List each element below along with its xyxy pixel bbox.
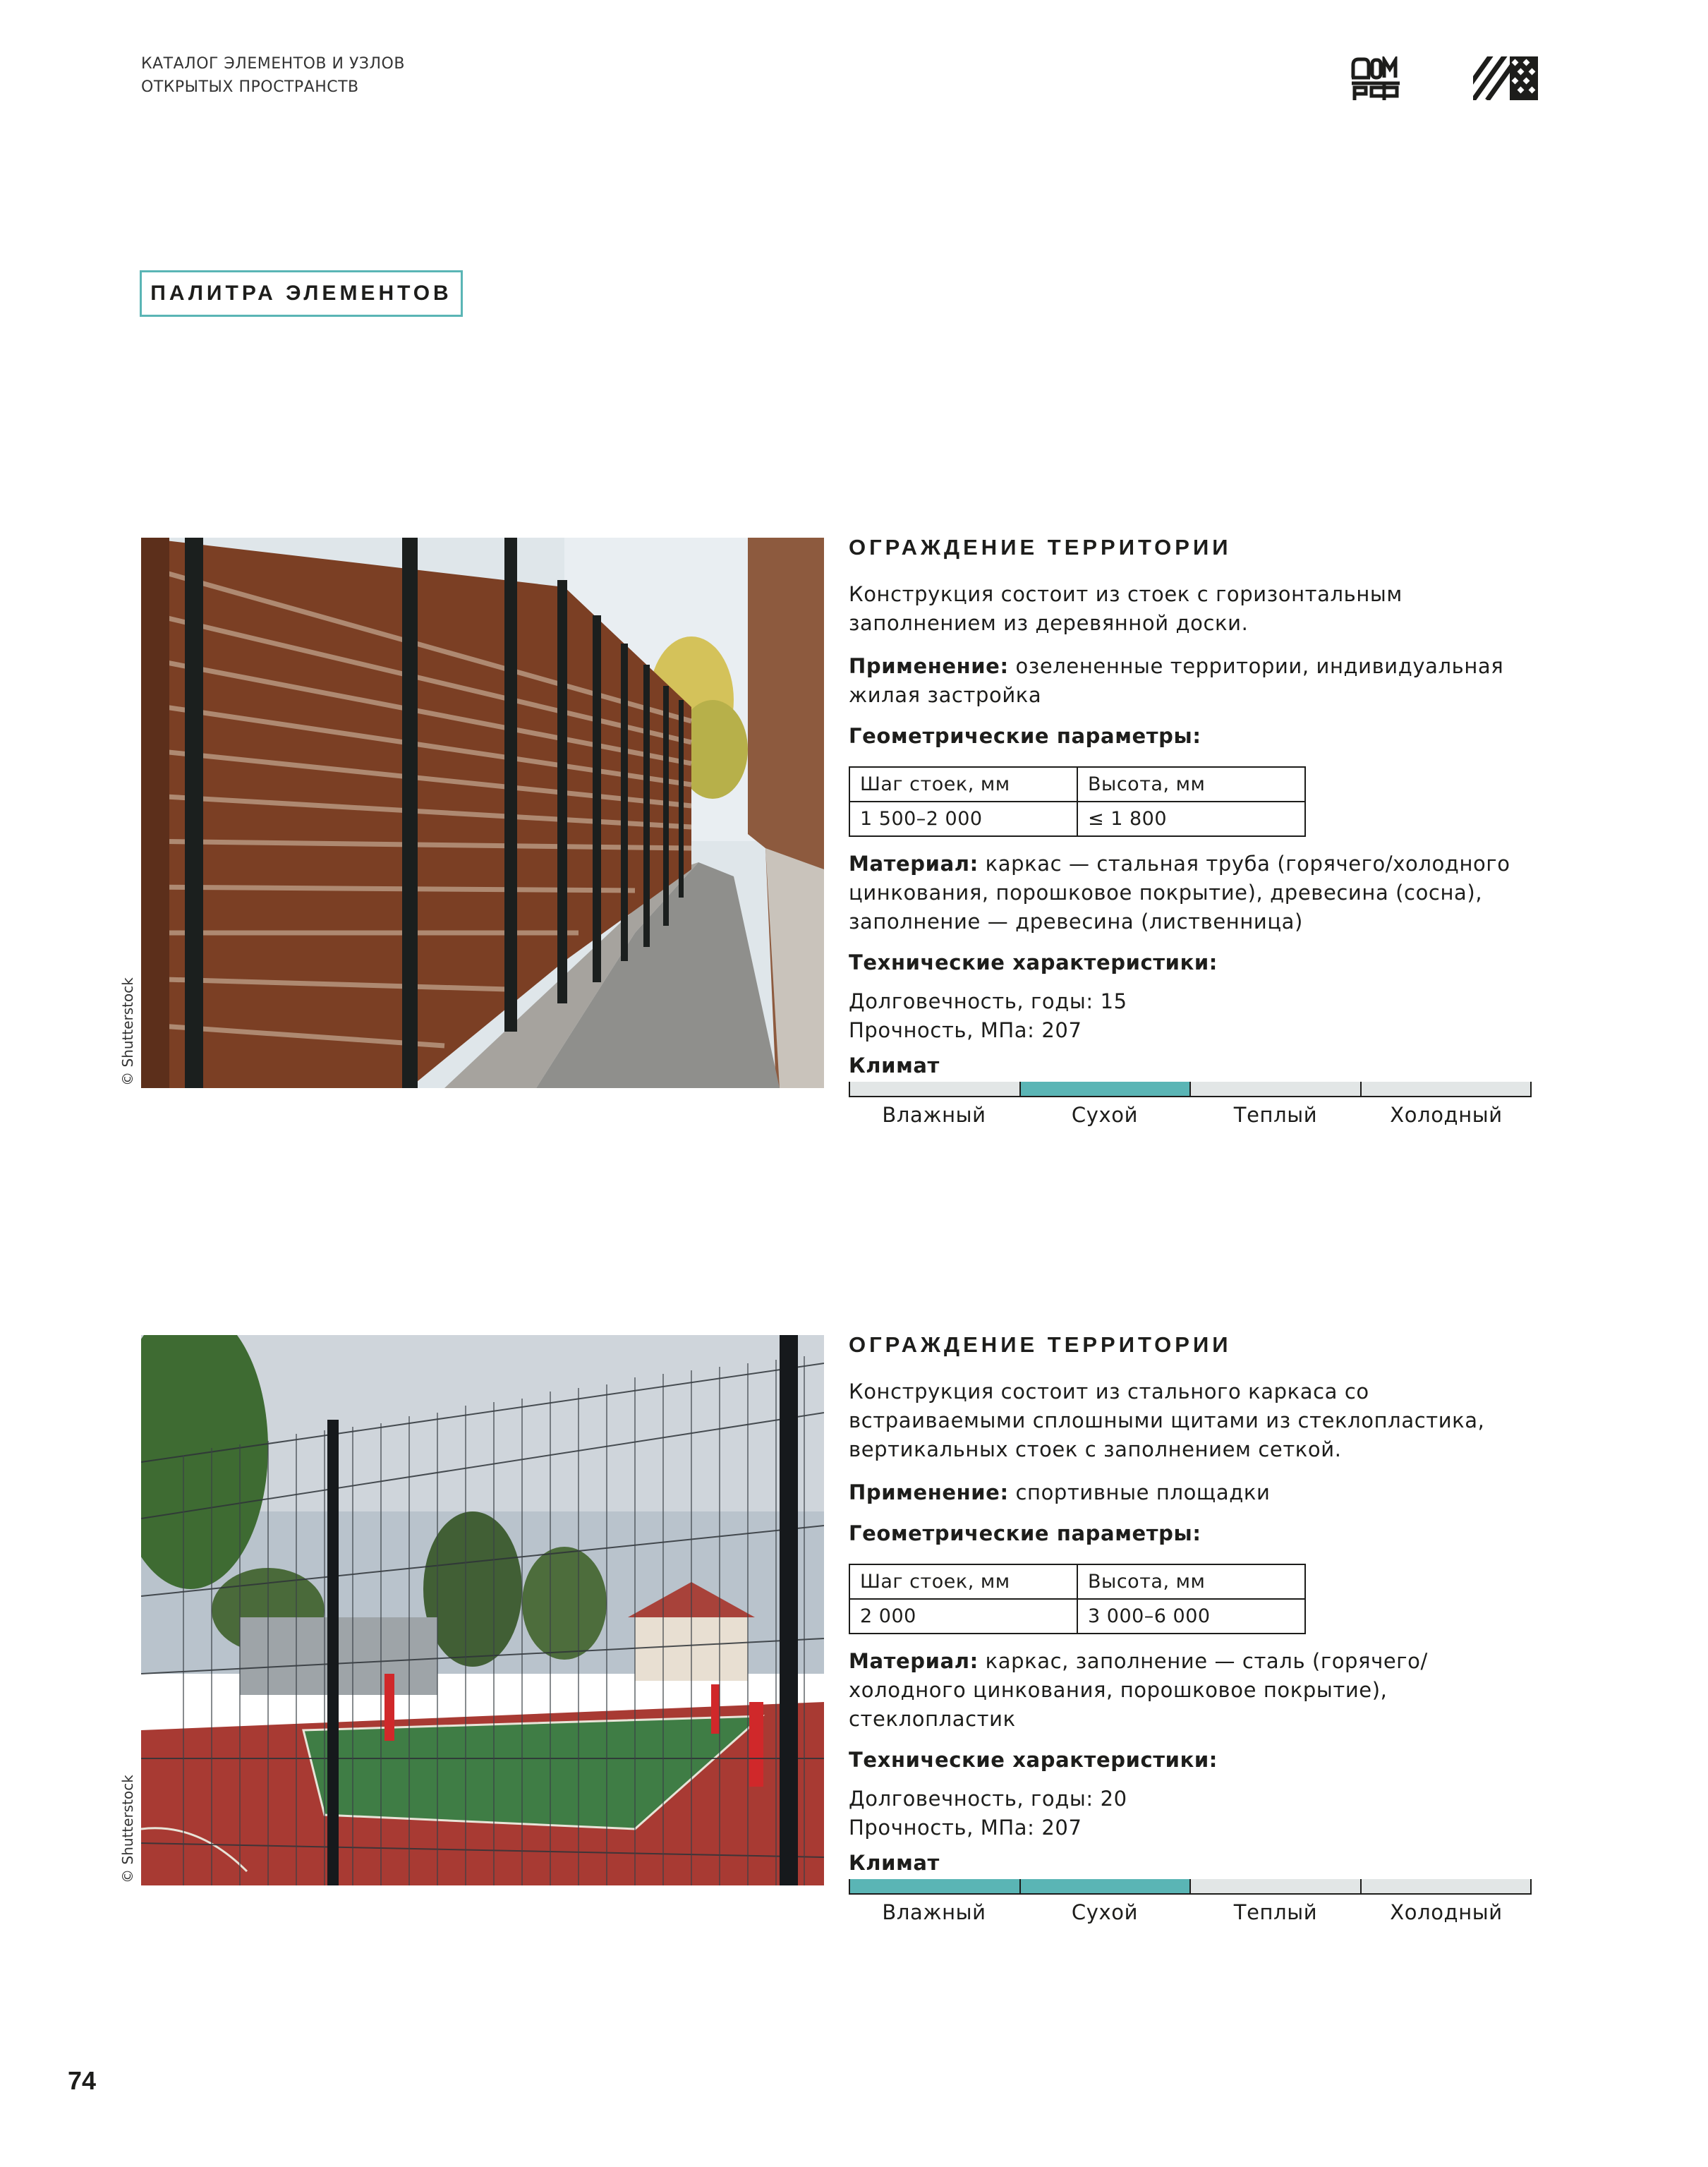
climate-label: Климат <box>849 1054 940 1078</box>
card-description: Конструкция состоит из стального каркаса со встраиваемыми сплошными щитами из стеклопластика, вертикальных стоек с заполнением сеткой. <box>849 1380 1485 1461</box>
climate-label-warm: Теплый <box>1233 1103 1318 1127</box>
tech-label: Технические характеристики: <box>849 950 1218 974</box>
wooden-fence-photo <box>141 538 824 1088</box>
climate-label-humid: Влажный <box>882 1900 986 1924</box>
dom-rf-logo <box>1350 56 1401 102</box>
card-title: ОГРАЖДЕНИЕ ТЕРРИТОРИИ <box>849 535 1232 560</box>
climate-seg-humid <box>850 1879 1021 1893</box>
geometry-table <box>849 766 1306 837</box>
tech-values <box>849 1785 1540 1842</box>
climate-label-dry: Сухой <box>1071 1103 1139 1127</box>
climate-seg-dry <box>1021 1082 1192 1096</box>
photo-credit-1: © Shutterstock <box>119 977 137 1086</box>
climate-label-warm: Теплый <box>1233 1900 1318 1924</box>
geometry-label: Геометрические параметры: <box>849 1521 1201 1545</box>
table-cell: 2 000 <box>849 1599 1077 1634</box>
card-application: Применение: озелененные территории, индивидуальная жилая застройка <box>849 654 1504 707</box>
card-application: Применение: спортивные площадки <box>849 1480 1271 1504</box>
element-card-2 <box>849 1332 1540 1924</box>
photo-credit-2: © Shutterstock <box>119 1775 137 1883</box>
table-cell: 1 500–2 000 <box>849 802 1077 836</box>
climate-bar <box>849 1082 1532 1097</box>
card-material: Материал: каркас — стальная труба (горячего/холодного цинкования, порошковое покрытие), древесина (сосна), заполнение — древесина (лиственница) <box>849 852 1510 934</box>
climate-bar <box>849 1879 1532 1895</box>
table-row <box>849 767 1305 802</box>
table-header-cell: Шаг стоек, мм <box>849 1564 1077 1599</box>
table-row <box>849 1599 1305 1634</box>
element-card-1 <box>849 535 1540 1127</box>
table-header-cell: Высота, мм <box>1077 767 1305 802</box>
table-cell: 3 000–6 000 <box>1077 1599 1305 1634</box>
climate-labels <box>849 1900 1532 1924</box>
pattern-logo <box>1473 56 1538 100</box>
catalog-title-line1: КАТАЛОГ ЭЛЕМЕНТОВ И УЗЛОВ <box>141 55 405 73</box>
climate-label: Климат <box>849 1851 940 1875</box>
table-cell: ≤ 1 800 <box>1077 802 1305 836</box>
table-row <box>849 802 1305 836</box>
climate-label-cold: Холодный <box>1390 1103 1503 1127</box>
durability-value: Долговечность, годы: 20 <box>849 1787 1127 1811</box>
climate-seg-cold <box>1362 1082 1532 1096</box>
catalog-title <box>141 52 405 99</box>
climate-label-dry: Сухой <box>1071 1900 1139 1924</box>
table-header-cell: Высота, мм <box>1077 1564 1305 1599</box>
climate-seg-warm <box>1191 1879 1362 1893</box>
geometry-table <box>849 1564 1306 1634</box>
card-material: Материал: каркас, заполнение — сталь (горячего/холодного цинкования, порошковое покрытие), стеклопластик <box>849 1649 1428 1731</box>
strength-value: Прочность, МПа: 207 <box>849 1816 1082 1840</box>
climate-labels <box>849 1103 1532 1127</box>
tech-label: Технические характеристики: <box>849 1748 1218 1772</box>
climate-seg-cold <box>1362 1879 1532 1893</box>
card-title: ОГРАЖДЕНИЕ ТЕРРИТОРИИ <box>849 1332 1232 1357</box>
sports-fence-photo <box>141 1335 824 1885</box>
card-description: Конструкция состоит из стоек с горизонтальным заполнением из деревянной доски. <box>849 582 1403 635</box>
climate-label-cold: Холодный <box>1390 1900 1503 1924</box>
climate-seg-dry <box>1021 1879 1192 1893</box>
durability-value: Долговечность, годы: 15 <box>849 989 1127 1013</box>
section-tag: ПАЛИТРА ЭЛЕМЕНТОВ <box>140 270 463 317</box>
geometry-label: Геометрические параметры: <box>849 724 1201 748</box>
climate-seg-warm <box>1191 1082 1362 1096</box>
tech-values <box>849 987 1540 1045</box>
strength-value: Прочность, МПа: 207 <box>849 1018 1082 1042</box>
page-number: 74 <box>68 2066 97 2095</box>
climate-label-humid: Влажный <box>882 1103 986 1127</box>
climate-seg-humid <box>850 1082 1021 1096</box>
table-row <box>849 1564 1305 1599</box>
catalog-title-line2: ОТКРЫТЫХ ПРОСТРАНСТВ <box>141 78 359 96</box>
table-header-cell: Шаг стоек, мм <box>849 767 1077 802</box>
